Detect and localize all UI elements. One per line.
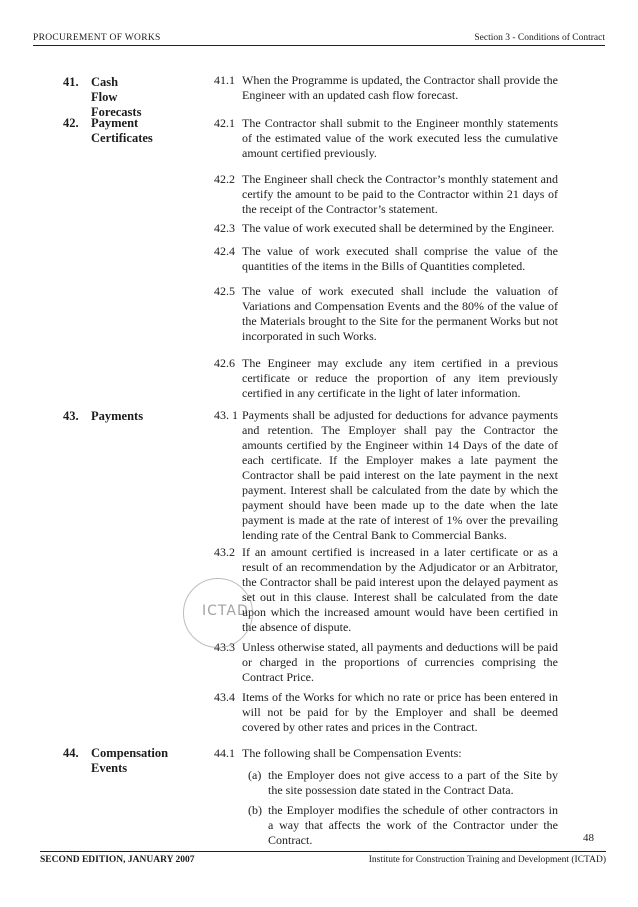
subclause-text: The Contractor shall submit to the Engineer monthly statements of the estimated value of the work executed less the cumulative amount certified previously. xyxy=(242,116,558,160)
subclause-text: Payments shall be adjusted for deductions for advance payments and retention. The Employer shall pay the Contractor the amounts certified by the Engineer within 14 Days of the date of each certificate. If the Employer makes a late payment the Contractor shall be paid interest on the late payment in the next payment. Interest shall be calculated from the date by which the payment should have been made up to the date when the late payment is made at the rate of interest of 1% over the prevailing lending rate of the Central Bank to Commercial Banks. xyxy=(242,408,558,542)
clause-title xyxy=(91,116,153,146)
ictad-stamp xyxy=(183,578,253,648)
subclause-text: The value of work executed shall be determined by the Engineer. xyxy=(242,221,555,235)
list-item-text: the Employer does not give access to a part of the Site by the site possession date stated in the Contract Data. xyxy=(268,768,558,797)
clause-number: 42. xyxy=(63,116,79,130)
subclause-number: 42.5 xyxy=(214,284,235,298)
footer-right: Institute for Construction Training and Development (ICTAD) xyxy=(368,855,606,865)
subclause-number: 42.4 xyxy=(214,244,235,258)
clause-title xyxy=(91,746,168,776)
clause-title-line: Payments xyxy=(91,409,144,423)
clause-title-line: Cash Flow xyxy=(91,75,119,104)
list-item-text: the Employer modifies the schedule of other contractors in a way that affects the work of the Contractor under the Contract. xyxy=(268,803,558,847)
clause-title-line: Certificates xyxy=(91,131,153,145)
clause-number: 44. xyxy=(63,746,79,760)
subclause-text: The Engineer may exclude any item certified in a previous certificate or reduce the proportion of any item previously certified in any certificate in the light of later information. xyxy=(242,356,558,400)
subclause-number: 42.6 xyxy=(214,356,235,370)
page-number: 48 xyxy=(583,832,594,844)
clause-title-line: Payment xyxy=(91,116,139,130)
subclause-text: When the Programme is updated, the Contractor shall provide the Engineer with an updated cash flow forecast. xyxy=(242,73,558,102)
clause-title xyxy=(91,75,141,120)
subclause-text: If an amount certified is increased in a later certificate or as a result of an recommendation by the Adjudicator or an Arbitrator, the Contractor shall be paid interest upon the delayed payment as set out in this clause. Interest shall be calculated from the date upon which the increased amount would have been certified in the absence of dispute. xyxy=(242,545,558,634)
subclause-text: Unless otherwise stated, all payments and deductions will be paid or charged in the proportions of currencies comprising the Contract Price. xyxy=(242,640,558,684)
subclause-number: 42.2 xyxy=(214,172,235,186)
subclause-number: 42.3 xyxy=(214,221,235,235)
subclause-text: The Engineer shall check the Contractor’s monthly statement and certify the amount to be paid to the Contractor within 21 days of the receipt of the Contractor’s statement. xyxy=(242,172,558,216)
header-right: Section 3 - Conditions of Contract xyxy=(474,33,605,43)
header-left: PROCUREMENT OF WORKS xyxy=(33,33,161,43)
subclause-number: 43.3 xyxy=(214,640,235,654)
subclause-text: The following shall be Compensation Events: xyxy=(242,746,462,760)
subclause-number: 43.4 xyxy=(214,690,235,704)
subclause-number: 41.1 xyxy=(214,73,235,87)
clause-number: 43. xyxy=(63,409,79,423)
clause-title-line: Events xyxy=(91,761,128,775)
header-rule xyxy=(33,45,605,46)
subclause-number: 44.1 xyxy=(214,746,235,760)
footer-rule xyxy=(40,851,606,852)
subclause-number: 43. 1 xyxy=(214,408,238,422)
list-item-label: (a) xyxy=(248,768,262,782)
subclause-number: 42.1 xyxy=(214,116,235,130)
subclause-text: The value of work executed shall include the valuation of Variations and Compensation Events and the 80% of the value of the Materials brought to the Site for the permanent Works but not incorporated in such Works. xyxy=(242,284,558,343)
clause-title-line: Compensation xyxy=(91,746,169,760)
subclause-text: Items of the Works for which no rate or price has been entered in will not be paid for by the Employer and shall be deemed covered by other rates and prices in the Contract. xyxy=(242,690,558,734)
list-item-label: (b) xyxy=(248,803,262,817)
clause-title-line: Forecasts xyxy=(91,105,142,119)
clause-number: 41. xyxy=(63,75,79,89)
clause-title xyxy=(91,409,143,424)
subclause-number: 43.2 xyxy=(214,545,235,559)
stamp-text: ICTAD xyxy=(202,603,249,619)
footer-left: SECOND EDITION, JANUARY 2007 xyxy=(40,855,195,865)
subclause-text: The value of work executed shall comprise the value of the quantities of the items in the Bills of Quantities completed. xyxy=(242,244,558,273)
